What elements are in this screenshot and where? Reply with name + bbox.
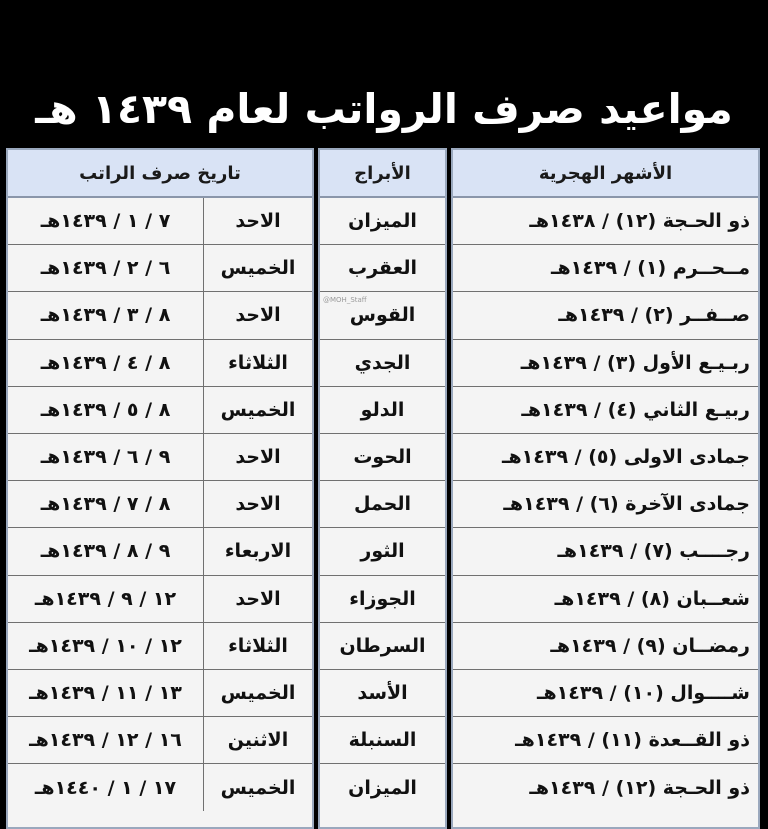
pay-row — [8, 670, 312, 717]
month-cell: جمادى الآخرة (٦) / ١٤٣٩هـ — [453, 481, 758, 528]
day-cell: الاحد — [203, 198, 312, 244]
day-cell: الاحد — [203, 434, 312, 480]
sign-cell: القوس — [320, 292, 445, 339]
month-cell: ذو الحـجة (١٢) / ١٤٣٨هـ — [453, 198, 758, 245]
pay-row — [8, 764, 312, 811]
day-cell: الخميس — [203, 670, 312, 716]
page-title: مواعيد صرف الرواتب لعام ١٤٣٩ هـ — [35, 85, 733, 133]
date-cell: ٨ / ٣ / ١٤٣٩هـ — [40, 304, 171, 327]
day-cell: الخميس — [203, 245, 312, 291]
month-cell: رجــــب (٧) / ١٤٣٩هـ — [453, 528, 758, 575]
watermark: @MOH_Staff — [323, 296, 367, 304]
date-cell: ٩ / ٨ / ١٤٣٩هـ — [40, 540, 171, 563]
date-cell: ١٢ / ٩ / ١٤٣٩هـ — [34, 587, 177, 610]
sign-cell: السنبلة — [320, 717, 445, 764]
date-cell: ٧ / ١ / ١٤٣٩هـ — [40, 210, 171, 233]
pay-row — [8, 528, 312, 575]
day-cell: الاحد — [203, 292, 312, 338]
month-cell: جمادى الاولى (٥) / ١٤٣٩هـ — [453, 434, 758, 481]
date-cell: ٨ / ٧ / ١٤٣٩هـ — [40, 493, 171, 516]
signs-body — [320, 198, 445, 811]
sign-cell: السرطان — [320, 623, 445, 670]
sign-cell: الجدي — [320, 340, 445, 387]
pay-row — [8, 292, 312, 339]
month-cell: صــفــر (٢) / ١٤٣٩هـ — [453, 292, 758, 339]
day-cell: الاحد — [203, 481, 312, 527]
month-cell: ذو الحـجة (١٢) / ١٤٣٩هـ — [529, 776, 750, 799]
pay-date-header: تاريخ صرف الراتب — [8, 150, 312, 198]
month-cell: شعــبان (٨) / ١٤٣٩هـ — [453, 576, 758, 623]
sign-cell: الميزان — [348, 776, 417, 799]
sign-cell: الحمل — [320, 481, 445, 528]
day-cell: الاثنين — [203, 717, 312, 763]
date-cell: ١٣ / ١١ / ١٤٣٩هـ — [29, 681, 182, 704]
pay-row — [8, 576, 312, 623]
sign-cell: الثور — [320, 528, 445, 575]
date-cell: ١٧ / ١ / ١٤٤٠هـ — [34, 776, 177, 799]
signs-column — [318, 148, 447, 829]
date-cell: ٦ / ٢ / ١٤٣٩هـ — [40, 257, 171, 280]
month-cell: ذو القــعدة (١١) / ١٤٣٩هـ — [453, 717, 758, 764]
pay-row — [8, 387, 312, 434]
date-cell: ٩ / ٦ / ١٤٣٩هـ — [40, 446, 171, 469]
pay-row — [8, 340, 312, 387]
sign-cell: الجوزاء — [320, 576, 445, 623]
month-cell: مــحــرم (١) / ١٤٣٩هـ — [453, 245, 758, 292]
months-body — [453, 198, 758, 811]
date-cell: ٨ / ٥ / ١٤٣٩هـ — [40, 398, 171, 421]
months-column — [451, 148, 760, 829]
day-cell: الثلاثاء — [203, 623, 312, 669]
sign-cell: العقرب — [320, 245, 445, 292]
salary-schedule-table — [0, 148, 768, 829]
date-cell: ١٢ / ١٠ / ١٤٣٩هـ — [29, 634, 182, 657]
pay-body — [8, 198, 312, 811]
sign-cell: الحوت — [320, 434, 445, 481]
month-cell: ربـيـع الأول (٣) / ١٤٣٩هـ — [453, 340, 758, 387]
date-cell: ٨ / ٤ / ١٤٣٩هـ — [40, 351, 171, 374]
signs-header: الأبراج — [320, 150, 445, 198]
sign-cell: الميزان — [320, 198, 445, 245]
month-cell: ربيـع الثاني (٤) / ١٤٣٩هـ — [453, 387, 758, 434]
pay-row — [8, 245, 312, 292]
pay-row — [8, 623, 312, 670]
pay-row — [8, 198, 312, 245]
pay-row — [8, 717, 312, 764]
day-cell: الاحد — [203, 576, 312, 622]
sign-cell: الدلو — [320, 387, 445, 434]
month-cell: رمضــان (٩) / ١٤٣٩هـ — [453, 623, 758, 670]
day-cell: الاربعاء — [203, 528, 312, 574]
sign-cell: الأسد — [320, 670, 445, 717]
day-cell: الخميس — [203, 764, 312, 811]
pay-row — [8, 481, 312, 528]
pay-row — [8, 434, 312, 481]
month-cell: شــــوال (١٠) / ١٤٣٩هـ — [453, 670, 758, 717]
date-cell: ١٦ / ١٢ / ١٤٣٩هـ — [29, 729, 182, 752]
day-cell: الخميس — [203, 387, 312, 433]
pay-date-column — [6, 148, 314, 829]
months-header: الأشهر الهجرية — [453, 150, 758, 198]
day-cell: الثلاثاء — [203, 340, 312, 386]
